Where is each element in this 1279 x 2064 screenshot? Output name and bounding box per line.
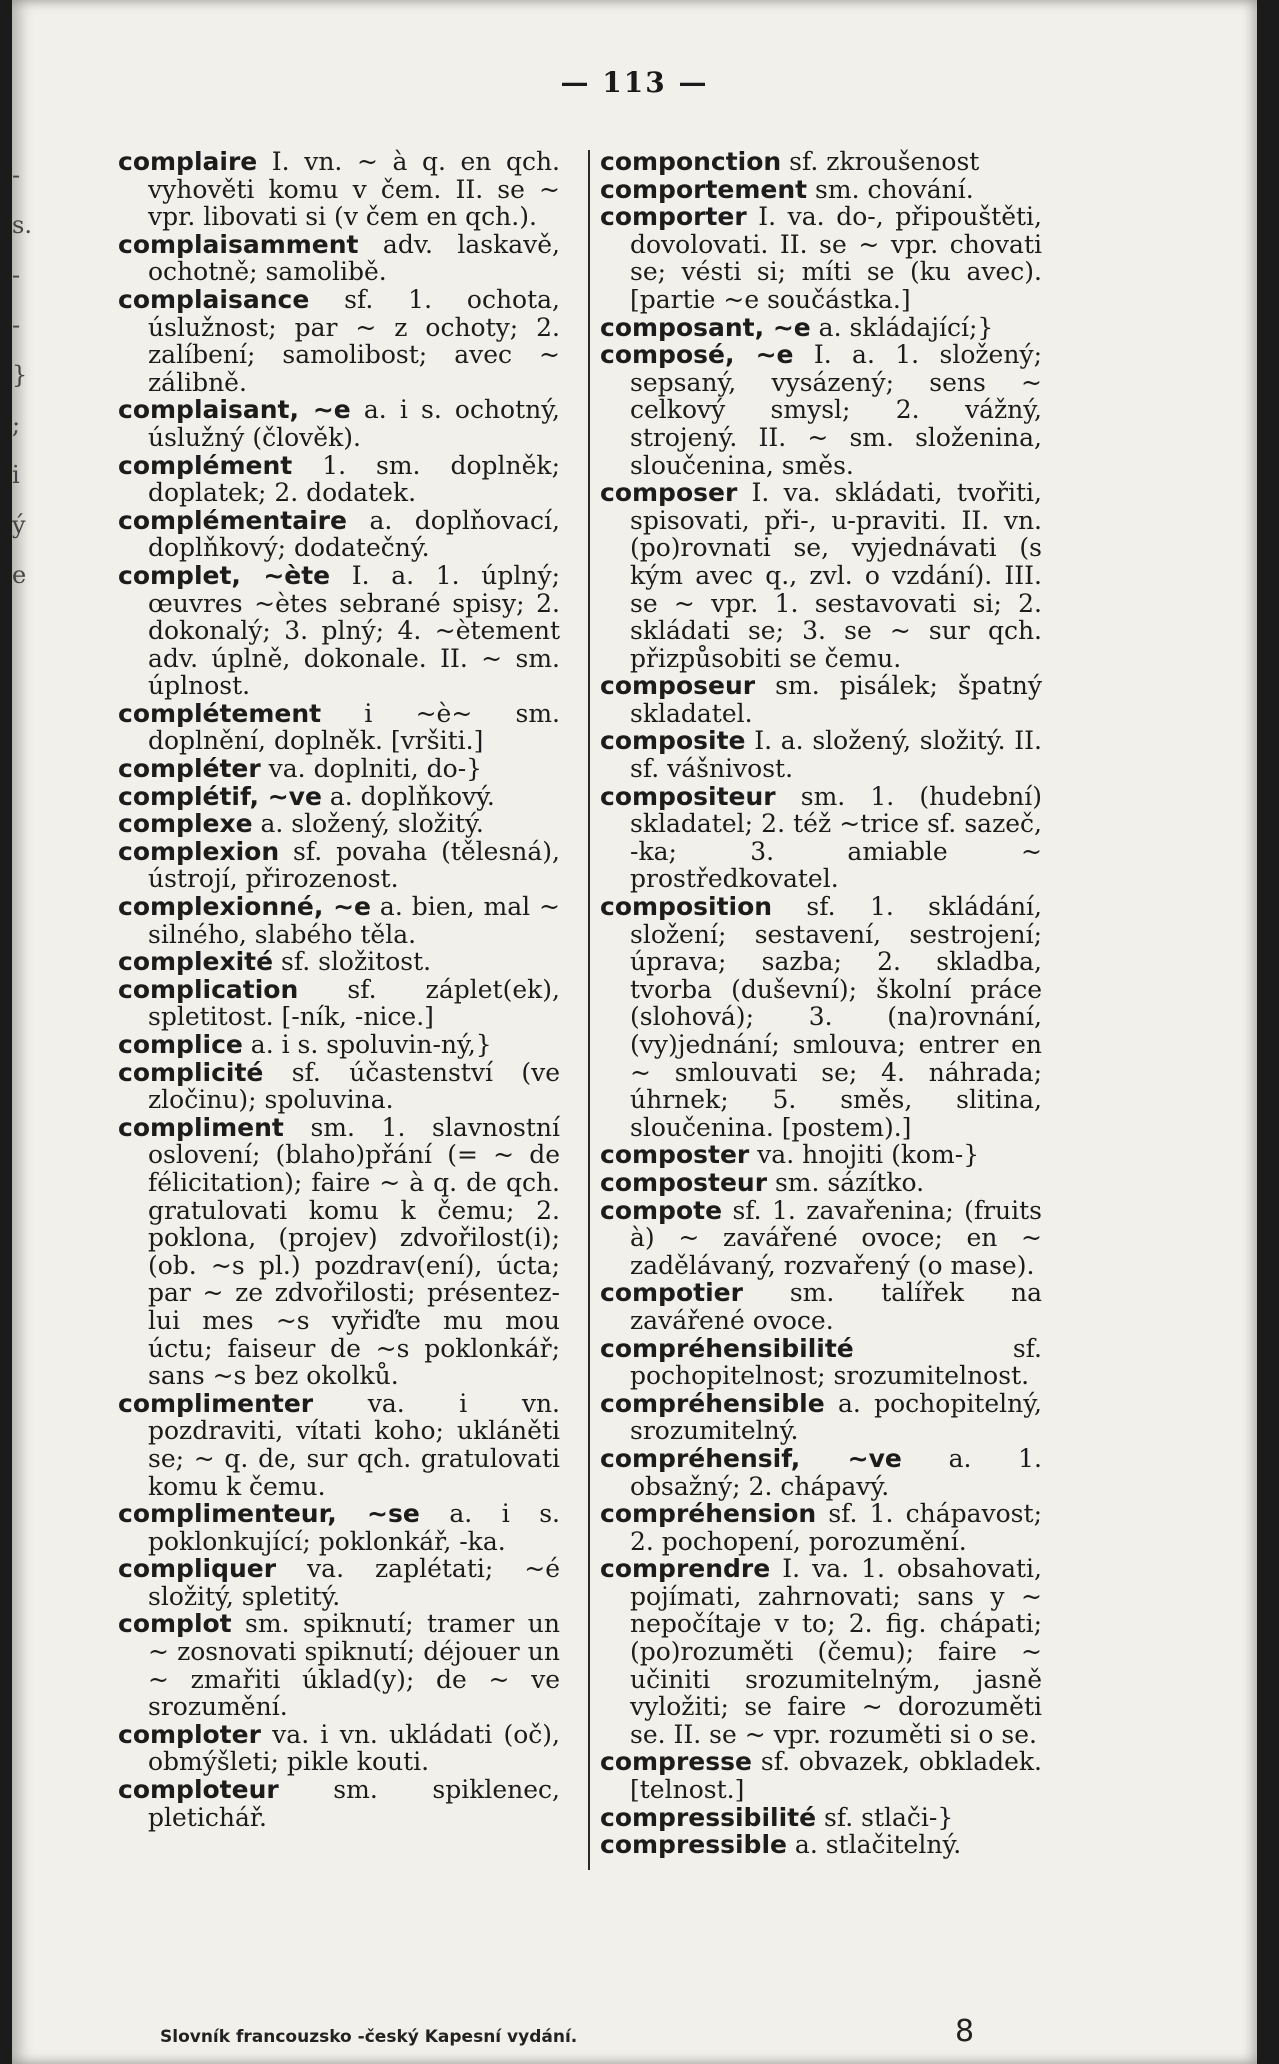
dictionary-entry — [600, 727, 1042, 782]
entry-definition: sf. 1. skládání, složení; sestavení, sestrojení; úprava; sazba; 2. skladba, tvorba (duševní); školní práce (slohová); 3. (na)rovnání, (vy)jednání; smlouva; entrer en ~ smlouvati se; 4. náhrada; úhrnek; 5. směs, slitina, sloučenina. [postem).] — [630, 892, 1042, 1142]
dictionary-entry — [600, 893, 1042, 1141]
entry-definition: a. i s. spoluvin-ný,} — [242, 1030, 492, 1059]
margin-mark: ý — [12, 511, 26, 539]
dictionary-entry — [118, 1500, 560, 1555]
entry-headword: complet, ~ète — [118, 560, 331, 590]
entry-headword: complétif, ~ve — [118, 781, 322, 811]
entry-definition: a. 1. obsažný; 2. chápavý. — [630, 1443, 1042, 1501]
entry-headword: compliquer — [118, 1554, 277, 1584]
right-column — [600, 148, 1042, 1859]
entry-headword: compositeur — [600, 781, 776, 811]
entry-definition: sf. 1. zavařenina; (fruits à) ~ zavářené ovoce; en ~ zadělávaný, rozvařený (o mase). — [630, 1195, 1042, 1280]
footer-signature: 8 — [955, 2014, 975, 2049]
dictionary-entry — [118, 562, 560, 700]
entry-definition: a. složený, složitý. — [252, 809, 484, 839]
entry-headword: comportement — [600, 174, 808, 204]
entry-definition: I. a. složený, složitý. II. sf. vášnivost. — [630, 726, 1042, 784]
entry-headword: compléter — [118, 754, 261, 784]
entry-headword: componction — [600, 147, 782, 176]
entry-definition: sf. zkroušenost — [781, 147, 980, 176]
dictionary-page — [12, 0, 1257, 2064]
entry-headword: compotier — [600, 1278, 743, 1308]
entry-definition: a. i s. poklonkující; poklonkář, -ka. — [148, 1499, 560, 1556]
dictionary-entry — [118, 286, 560, 396]
dictionary-entry — [600, 1555, 1042, 1748]
entry-definition: a. skládající;} — [810, 312, 994, 342]
entry-headword: compréhensibilité — [600, 1333, 854, 1363]
dictionary-entry — [118, 507, 560, 562]
entry-headword: complexité — [118, 947, 274, 977]
entry-headword: complaisant, ~e — [118, 395, 351, 425]
entry-definition: a. pochopitelný, srozumitelný. — [630, 1388, 1042, 1446]
entry-headword: complémentaire — [118, 505, 347, 535]
entry-definition: sf. 1. chápavost; 2. pochopení, porozumění. — [630, 1499, 1042, 1556]
dictionary-entry — [600, 341, 1042, 479]
entry-definition: I. a. 1. úplný; œuvres ~ètes sebrané spisy; 2. dokonalý; 3. plný; 4. ~ètement adv. úplně, dokonale. II. ~ sm. úplnost. — [148, 560, 561, 701]
entry-definition: va. i vn. pozdraviti, vítati koho; ukláněti se; ~ q. de, sur qch. gratulovati komu k čemu. — [148, 1388, 560, 1501]
entry-definition: sm. 1. slavnostní oslovení; (blaho)přání (= ~ de félicitation); faire ~ à q. de qch. gratulovati komu k čemu; 2. poklona, (projev) zdvořilost(i); (ob. ~s pl.) pozdrav(ení), úcta; par ~ ze zdvořilosti; présentez-lui mes ~s vyřiďte mu mou úctu; faiseur de ~s poklonkář; sans ~s bez okolků. — [148, 1112, 560, 1391]
dictionary-entry — [600, 1197, 1042, 1280]
dictionary-entry — [118, 976, 560, 1031]
entry-headword: complaisamment — [118, 229, 359, 259]
dictionary-entry — [118, 1059, 560, 1114]
entry-definition: sm. spiklenec, pletichář. — [148, 1775, 560, 1832]
entry-definition: 1. sm. doplněk; doplatek; 2. dodatek. — [148, 450, 560, 508]
dictionary-entry — [600, 479, 1042, 672]
entry-definition: adv. laskavě, ochotně; samolibě. — [148, 229, 560, 287]
entry-definition: a. doplňovací, doplňkový; dodatečný. — [148, 505, 560, 563]
dictionary-entry — [118, 838, 560, 893]
entry-definition: a. doplňkový. — [321, 781, 495, 811]
entry-definition: sf. pochopitelnost; srozumitelnost. — [630, 1333, 1042, 1391]
entry-headword: compréhensible — [600, 1388, 825, 1418]
entry-headword: complimenteur, ~se — [118, 1499, 420, 1529]
entry-headword: complot — [118, 1609, 232, 1639]
dictionary-entry — [118, 783, 560, 811]
entry-headword: composé, ~e — [600, 340, 794, 370]
entry-headword: compressibilité — [600, 1802, 817, 1832]
entry-definition: a. i s. ochotný, úslužný (člověk). — [148, 395, 561, 452]
entry-definition: sm. sázítko. — [767, 1167, 925, 1197]
entry-definition: sf. složitost. — [273, 947, 432, 977]
dictionary-entry — [118, 231, 560, 286]
footer-publisher: Slovník francouzsko -český Kapesní vydání. — [160, 2027, 578, 2047]
dictionary-entry — [600, 783, 1042, 893]
entry-headword: complaisance — [118, 284, 310, 314]
entry-headword: compressible — [600, 1830, 787, 1860]
dictionary-entry — [600, 314, 1042, 342]
dictionary-entry — [600, 1390, 1042, 1445]
entry-headword: composant, ~e — [600, 312, 811, 342]
page-number: — 113 — — [560, 66, 709, 99]
column-divider — [588, 150, 590, 1870]
dictionary-entry — [600, 672, 1042, 727]
entry-definition: I. va. 1. obsahovati, pojímati, zahrnovati; sans y ~ nepočítaje v to; 2. fig. chápati; (po)rozuměti (čemu); faire ~ učiniti srozumitelným, jasně vyložiti; se faire ~ dorozuměti se. II. se ~ vpr. rozuměti si o se. — [630, 1554, 1042, 1749]
dictionary-entry — [600, 1831, 1042, 1859]
dictionary-entry — [600, 1804, 1042, 1832]
entry-headword: comporter — [600, 202, 747, 232]
entry-definition: I. va. skládati, tvořiti, spisovati, při-, u-praviti. II. vn. (po)rovnati se, vyjednávati (s kým avec q., zvl. o vzdání). III. se ~ vpr. 1. sestavovati si; 2. skládati se; 3. se ~ sur qch. přizpůsobiti se čemu. — [630, 478, 1042, 673]
entry-definition: va. zaplétati; ~é složitý, spletitý. — [148, 1554, 560, 1611]
entry-definition: sf. povaha (tělesná), ústrojí, přirozenost. — [148, 836, 560, 894]
dictionary-entry — [600, 148, 1042, 176]
entry-headword: composite — [600, 726, 746, 756]
margin-mark: s. — [12, 211, 32, 239]
dictionary-entry — [600, 1279, 1042, 1334]
entry-definition: I. a. 1. složený; sepsaný, vysázený; sens ~ celkový smysl; 2. vážný, strojený. II. ~ sm. složenina, sloučenina, směs. — [630, 340, 1042, 480]
entry-headword: composteur — [600, 1167, 768, 1197]
entry-headword: complaire — [118, 147, 258, 176]
entry-definition: sf. záplet(ek), spletitost. [-ník, -nice.] — [148, 974, 560, 1032]
entry-definition: sm. pisálek; špatný skladatel. — [630, 671, 1042, 728]
margin-mark: ; — [12, 411, 21, 439]
dictionary-entry — [600, 1141, 1042, 1169]
dictionary-entry — [118, 1555, 560, 1610]
entry-definition: a. stlačitelný. — [786, 1830, 962, 1860]
entry-definition: sf. účastenství (ve zločinu); spoluvina. — [148, 1057, 560, 1115]
dictionary-entry — [600, 176, 1042, 204]
margin-mark: e — [12, 561, 27, 589]
entry-definition: I. vn. ~ à q. en qch. vyhověti komu v čem. II. se ~ vpr. libovati si (v čem en qch.). — [148, 147, 560, 232]
dictionary-entry — [118, 893, 560, 948]
entry-headword: complice — [118, 1030, 243, 1059]
margin-mark: } — [12, 361, 28, 389]
margin-mark: i — [12, 461, 20, 489]
margin-mark: - — [12, 161, 21, 189]
dictionary-entry — [118, 452, 560, 507]
entry-definition: va. i vn. ukládati (oč), obmýšleti; pikle kouti. — [148, 1719, 560, 1777]
dictionary-entry — [600, 1169, 1042, 1197]
entry-definition: a. bien, mal ~ silného, slabého těla. — [148, 892, 560, 949]
dictionary-entry — [118, 755, 560, 783]
entry-headword: complément — [118, 450, 293, 480]
entry-definition: va. doplniti, do-} — [260, 754, 483, 784]
dictionary-entry — [118, 810, 560, 838]
entry-headword: composeur — [600, 671, 756, 701]
entry-headword: compliment — [118, 1112, 284, 1142]
entry-definition: sf. 1. ochota, úslužnost; par ~ z ochoty; 2. zalíbení; samolibost; avec ~ zálibně. — [148, 284, 560, 397]
dictionary-entry — [118, 1390, 560, 1500]
entry-headword: comprendre — [600, 1554, 771, 1584]
dictionary-entry — [118, 396, 560, 451]
dictionary-entry — [118, 1114, 560, 1390]
entry-headword: complexion — [118, 836, 280, 866]
dictionary-entry — [118, 1610, 560, 1720]
entry-definition: I. va. do-, připouštěti, dovolovati. II. se ~ vpr. chovati se; vésti si; míti se (ku avec). [partie ~e součástka.] — [630, 202, 1042, 314]
entry-headword: complexionné, ~e — [118, 892, 371, 922]
dictionary-entry — [600, 1445, 1042, 1500]
dictionary-entry — [600, 1335, 1042, 1390]
entry-headword: compresse — [600, 1747, 752, 1777]
entry-definition: sm. spiknutí; tramer un ~ zosnovati spiknutí; déjouer un ~ zmařiti úklad(y); de ~ ve srozumění. — [148, 1609, 560, 1722]
entry-definition: sm. chování. — [807, 174, 974, 204]
dictionary-entry — [118, 1031, 560, 1059]
margin-mark: - — [12, 311, 21, 339]
margin-mark: - — [12, 261, 21, 289]
dictionary-entry — [600, 203, 1042, 313]
dictionary-entry — [118, 700, 560, 755]
dictionary-entry — [118, 948, 560, 976]
dictionary-entry — [118, 1721, 560, 1776]
entry-headword: compréhension — [600, 1499, 817, 1529]
entry-definition: i ~è~ sm. doplnění, doplněk. [vršiti.] — [148, 698, 560, 756]
entry-definition: sf. obvazek, obkladek. [telnost.] — [630, 1747, 1042, 1805]
entry-definition: va. hnojiti (kom-} — [749, 1140, 980, 1170]
entry-headword: composition — [600, 892, 773, 922]
entry-definition: sm. talířek na zavářené ovoce. — [630, 1278, 1042, 1335]
entry-headword: compote — [600, 1195, 723, 1225]
entry-headword: complexe — [118, 809, 253, 839]
entry-headword: compréhensif, ~ve — [600, 1443, 902, 1473]
entry-headword: comploter — [118, 1719, 261, 1749]
dictionary-entry — [118, 148, 560, 231]
entry-headword: complétement — [118, 698, 322, 728]
entry-headword: complicité — [118, 1057, 264, 1087]
entry-headword: composter — [600, 1140, 750, 1170]
entry-headword: composer — [600, 478, 738, 508]
left-column — [118, 148, 560, 1831]
dictionary-entry — [600, 1500, 1042, 1555]
dictionary-entry — [118, 1776, 560, 1831]
entry-definition: sm. 1. (hudební) skladatel; 2. též ~trice sf. sazeč, -ka; 3. amiable ~ prostředkovatel. — [630, 781, 1042, 894]
left-margin-marks — [12, 150, 34, 589]
entry-headword: comploteur — [118, 1775, 279, 1805]
dictionary-entry — [600, 1748, 1042, 1803]
entry-headword: complimenter — [118, 1388, 314, 1418]
entry-definition: sf. stlači-} — [816, 1802, 954, 1832]
entry-headword: complication — [118, 974, 299, 1004]
